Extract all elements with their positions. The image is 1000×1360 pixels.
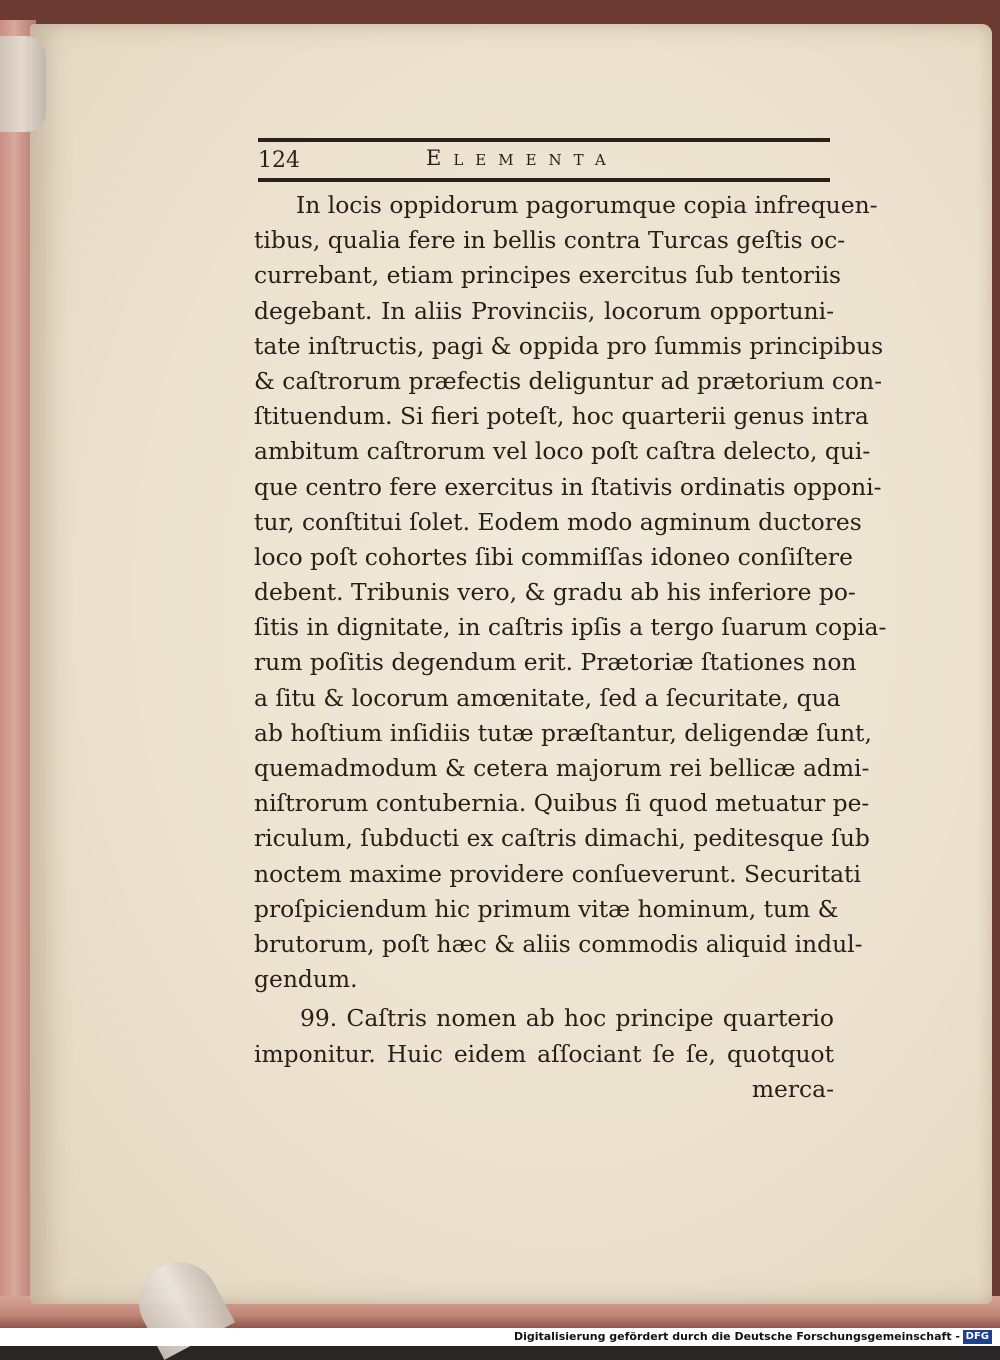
running-head bbox=[258, 132, 830, 188]
paragraph-99-line: imponitur. Huic eidem aſſociant ſe ſe, quotquot bbox=[254, 1039, 834, 1068]
text-line: degebant. In aliis Provinciis, locorum opportuni- bbox=[254, 296, 834, 325]
text-line: noctem maxime providere conſueverunt. Securitati bbox=[254, 859, 861, 888]
catchword: merca- bbox=[751, 1074, 834, 1103]
text-line: proſpiciendum hic primum vitæ hominum, tum & bbox=[254, 894, 839, 923]
text-line: ſitis in dignitate, in caſtris ipſis a tergo ſuarum copia- bbox=[254, 613, 887, 642]
text-line: loco poſt cohortes ſibi commiſſas idoneo conſiſtere bbox=[254, 542, 853, 571]
text-line: ab hoſtium inſidiis tutæ præſtantur, deligendæ ſunt, bbox=[254, 718, 872, 747]
text-line: niſtrorum contubernia. Quibus ſi quod metuatur pe- bbox=[254, 789, 870, 818]
text-line: brutorum, poſt hæc & aliis commodis aliquid indul- bbox=[254, 929, 863, 958]
text-line: In locis oppidorum pagorumque copia infrequen- bbox=[296, 191, 878, 219]
header-rule-top bbox=[258, 138, 830, 142]
page-number: 124 bbox=[258, 148, 300, 173]
text-line: tibus, qualia fere in bellis contra Turcas geſtis oc- bbox=[254, 226, 846, 255]
body-text bbox=[254, 188, 887, 1107]
text-line: ambitum caſtrorum vel loco poſt caſtra delecto, qui- bbox=[254, 437, 871, 466]
text-line: que centro fere exercitus in ſtativis ordinatis opponi- bbox=[254, 472, 882, 501]
dfg-logo: DFG bbox=[963, 1330, 992, 1344]
text-line: gendum. bbox=[254, 965, 358, 994]
text-line: debent. Tribunis vero, & gradu ab his inferiore po- bbox=[254, 578, 856, 607]
text-line: riculum, ſubducti ex caſtris dimachi, peditesque ſub bbox=[254, 824, 870, 853]
paragraph-99-line: 99. Caſtris nomen ab hoc principe quarterio bbox=[300, 1004, 834, 1033]
text-line: a ſitu & locorum amœnitate, ſed a ſecuritate, qua bbox=[254, 683, 841, 712]
text-line: ſtituendum. Si fieri poteſt, hoc quarterii genus intra bbox=[254, 402, 869, 431]
text-line: currebant, etiam principes exercitus ſub tentoriis bbox=[254, 261, 842, 290]
text-line: rum poſitis degendum erit. Prætoriæ ſtationes non bbox=[254, 648, 857, 677]
digitization-footer bbox=[0, 1328, 1000, 1346]
text-line: quemadmodum & cetera majorum rei bellicæ admi- bbox=[254, 754, 870, 782]
header-rule-bottom bbox=[258, 178, 830, 182]
footer-credit: Digitalisierung gefördert durch die Deutsche Forschungsgemeinschaft - bbox=[513, 1330, 960, 1343]
text-line: tate inſtructis, pagi & oppida pro ſummis principibus bbox=[254, 331, 884, 360]
text-line: & caſtrorum præfectis deliguntur ad prætorium con- bbox=[254, 366, 882, 395]
running-title: Elementa bbox=[426, 146, 618, 170]
page-clip-top bbox=[0, 36, 46, 132]
text-line: tur, conſtitui ſolet. Eodem modo agminum ductores bbox=[254, 507, 862, 536]
